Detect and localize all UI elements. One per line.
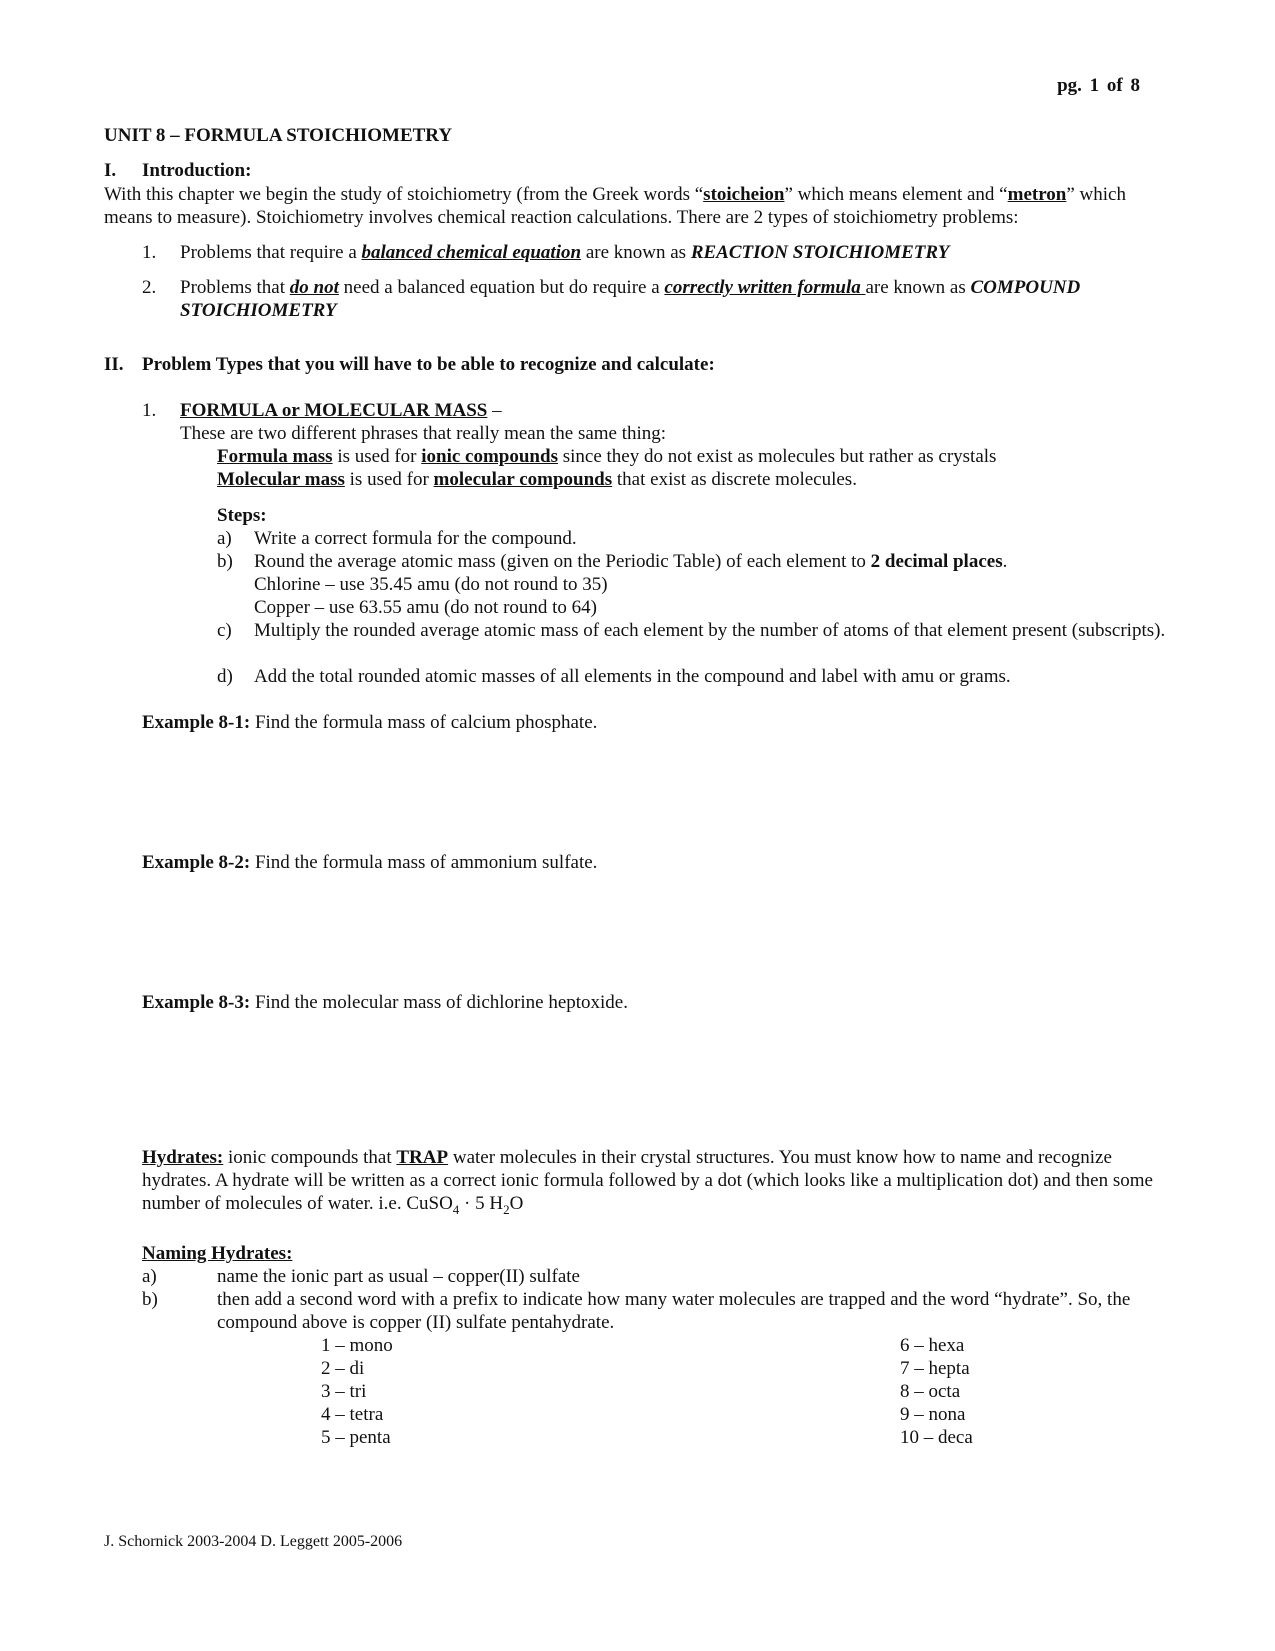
emphasis-correct-formula: correctly written formula bbox=[664, 277, 866, 298]
example-text: Find the molecular mass of dichlorine heptoxide. bbox=[250, 992, 628, 1013]
emphasis-decimal-places: 2 decimal places bbox=[870, 551, 1003, 572]
example-8-3 bbox=[142, 991, 628, 1014]
example-text: Find the formula mass of calcium phosphate. bbox=[250, 712, 598, 733]
section-number: II. bbox=[104, 354, 124, 375]
step-letter: b) bbox=[217, 551, 233, 572]
term-metron: metron bbox=[1007, 184, 1067, 205]
formula-mass-intro: These are two different phrases that really mean the same thing: bbox=[180, 423, 667, 444]
section-number: I. bbox=[104, 160, 117, 181]
copper-note: Copper – use 63.55 amu (do not round to 64) bbox=[254, 597, 598, 618]
term-molecular-compounds: molecular compounds bbox=[433, 469, 613, 490]
list-number: 2. bbox=[142, 277, 157, 298]
chlorine-note: Chlorine – use 35.45 amu (do not round to 35) bbox=[254, 574, 608, 595]
prefix-item: 10 – deca bbox=[900, 1427, 973, 1448]
example-text: Find the formula mass of ammonium sulfate. bbox=[250, 852, 598, 873]
term-ionic-compounds: ionic compounds bbox=[421, 446, 558, 467]
footer-credits: J. Schornick 2003-2004 D. Leggett 2005-2006 bbox=[104, 1533, 403, 1550]
example-label: Example 8-2: bbox=[142, 852, 251, 873]
list-text: Problems that do not need a balanced equation but do require a correctly written formula are known as COMPOUND STOICHIOMETRY bbox=[180, 277, 1081, 321]
prefix-item: 2 – di bbox=[321, 1358, 365, 1379]
prefix-item: 4 – tetra bbox=[321, 1404, 384, 1425]
prefix-item: 7 – hepta bbox=[900, 1358, 970, 1379]
section-title: Problem Types that you will have to be able to recognize and calculate: bbox=[142, 354, 715, 375]
prefix-item: 6 – hexa bbox=[900, 1335, 965, 1356]
step-text: then add a second word with a prefix to indicate how many water molecules are trapped and the word “hydrate”. So, the compound above is copper (II) sulfate pentahydrate. bbox=[217, 1289, 1131, 1333]
term-reaction-stoichiometry: REACTION STOICHIOMETRY bbox=[690, 242, 950, 263]
page-number: pg. 1 of 8 bbox=[1057, 75, 1140, 96]
term-compound-stoichiometry: COMPOUND STOICHIOMETRY bbox=[180, 277, 1081, 321]
step-text: Round the average atomic mass (given on the Periodic Table) of each element to 2 decimal places. Chlorine – use 35.45 amu (do not round to 35) Copper – use 63.55 amu (do not round to 64) bbox=[254, 551, 1008, 618]
formula-mass-heading bbox=[142, 399, 502, 422]
term-molecular-mass: Molecular mass bbox=[217, 469, 345, 490]
intro-text: ” which means to measure). Stoichiometry involves chemical reaction calculations. There are 2 types of stoichiometry problems: bbox=[104, 184, 1126, 228]
example-8-1 bbox=[142, 711, 597, 734]
step-text: name the ionic part as usual – copper(II) sulfate bbox=[217, 1266, 580, 1287]
step-text: Add the total rounded atomic masses of all elements in the compound and label with amu or grams. bbox=[254, 666, 1011, 687]
intro-text: With this chapter we begin the study of stoichiometry (from the Greek words “ bbox=[104, 184, 704, 205]
subscript: 2 bbox=[503, 1201, 510, 1217]
step-text: Write a correct formula for the compound. bbox=[254, 528, 577, 549]
list-number: 1. bbox=[142, 242, 157, 263]
term-trap: TRAP bbox=[396, 1147, 449, 1168]
prefix-item: 8 – octa bbox=[900, 1381, 961, 1402]
steps-label: Steps: bbox=[217, 505, 267, 526]
dash: – bbox=[487, 400, 502, 421]
term-hydrates: Hydrates: bbox=[142, 1147, 224, 1168]
prefix-item: 1 – mono bbox=[321, 1335, 393, 1356]
emphasis-balanced-equation: balanced chemical equation bbox=[361, 242, 582, 263]
prefix-item: 5 – penta bbox=[321, 1427, 391, 1448]
step-letter: c) bbox=[217, 620, 232, 641]
emphasis-do-not: do not bbox=[289, 277, 339, 298]
step-letter: b) bbox=[142, 1289, 158, 1310]
formula-molecular-mass-title: FORMULA or MOLECULAR MASS bbox=[180, 400, 488, 421]
prefix-item: 3 – tri bbox=[321, 1381, 367, 1402]
intro-paragraph bbox=[104, 183, 1179, 229]
list-text: Problems that require a balanced chemical equation are known as REACTION STOICHIOMETRY bbox=[180, 242, 950, 263]
formula-mass-definition: Formula mass is used for ionic compounds since they do not exist as molecules but rather as crystals bbox=[217, 446, 997, 467]
section-title: Introduction: bbox=[142, 160, 252, 181]
section-2-heading bbox=[104, 353, 715, 376]
subscript: 4 bbox=[452, 1201, 460, 1217]
step-letter: a) bbox=[217, 528, 232, 549]
section-1-heading bbox=[104, 159, 251, 182]
naming-hydrates-heading: Naming Hydrates: bbox=[142, 1243, 293, 1264]
step-text: Multiply the rounded average atomic mass of each element by the number of atoms of that element present (subscripts). bbox=[254, 620, 1166, 641]
example-label: Example 8-3: bbox=[142, 992, 251, 1013]
molecular-mass-definition: Molecular mass is used for molecular compounds that exist as discrete molecules. bbox=[217, 469, 857, 490]
step-letter: a) bbox=[142, 1266, 157, 1287]
page-title: UNIT 8 – FORMULA STOICHIOMETRY bbox=[104, 125, 453, 146]
hydrates-paragraph: Hydrates: ionic compounds that TRAP water molecules in their crystal structures. You must know how to name and recognize hydrates. A hydrate will be written as a correct ionic formula followed by a dot (which looks like a multiplication dot) and then some number of molecules of water. i.e. CuSO$_4$ · 5 $H_2O$ bbox=[142, 1147, 1153, 1217]
term-formula-mass: Formula mass bbox=[217, 446, 333, 467]
prefix-item: 9 – nona bbox=[900, 1404, 966, 1425]
example-label: Example 8-1: bbox=[142, 712, 251, 733]
example-8-2 bbox=[142, 851, 597, 874]
term-stoicheion: stoicheion bbox=[703, 184, 785, 205]
intro-text: ” which means element and “ bbox=[784, 184, 1008, 205]
step-letter: d) bbox=[217, 666, 233, 687]
list-number: 1. bbox=[142, 400, 157, 421]
